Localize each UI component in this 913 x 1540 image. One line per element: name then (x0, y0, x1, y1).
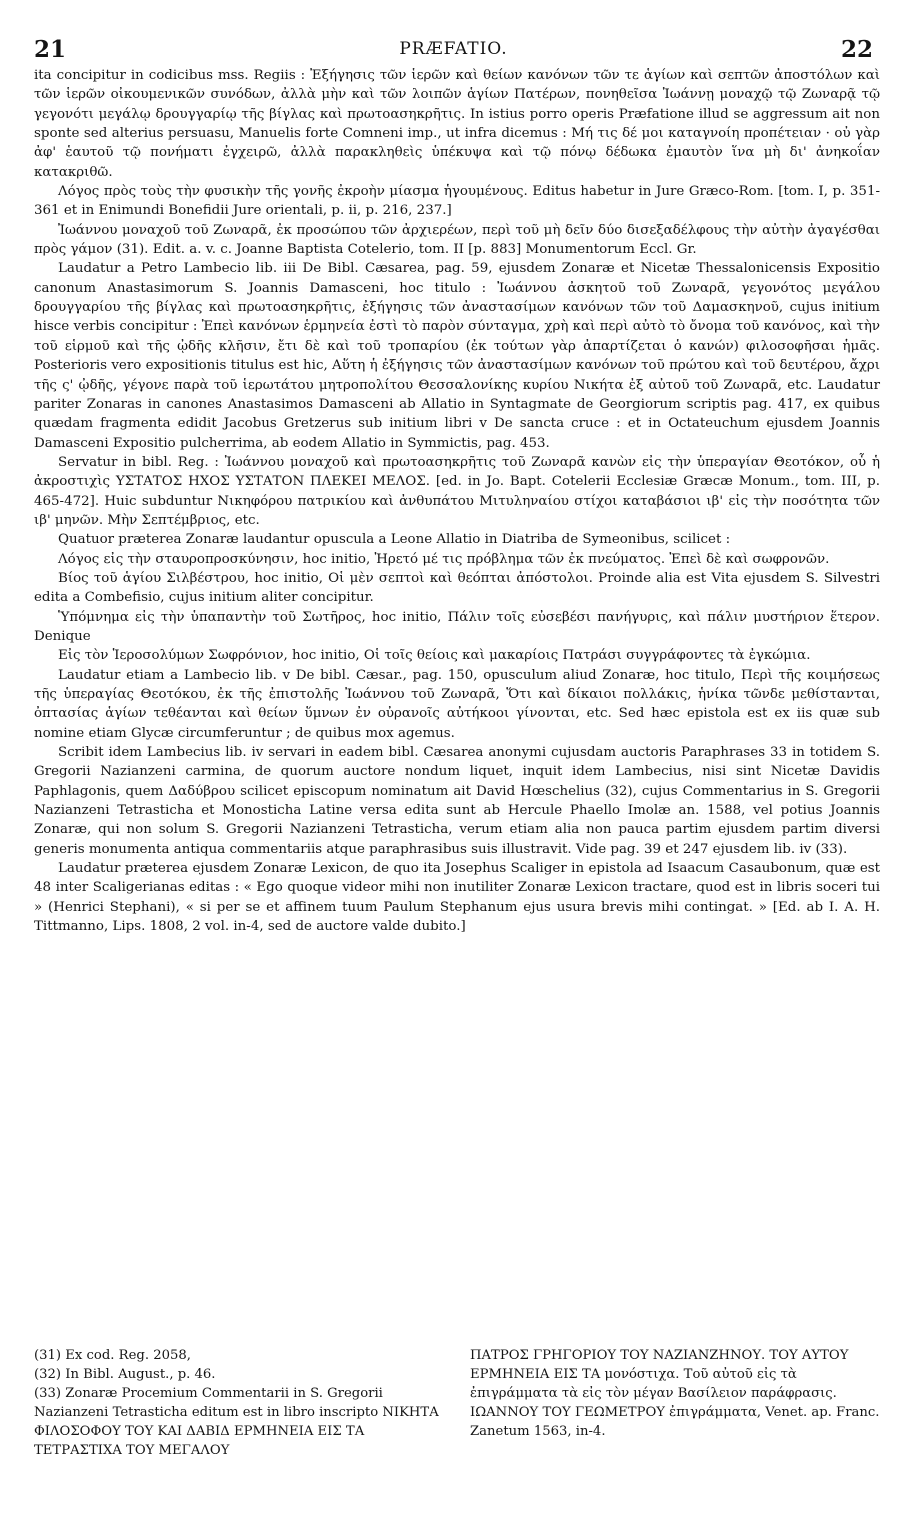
paragraph: Laudatur a Petro Lambecio lib. iii De Bibl. Cæsarea, pag. 59, ejusdem Zonaræ et Nicetæ Thessalonicensis Expositio canonum Anastasimorum S. Joannis Damasceni, hoc titulo : Ἰωάννου ἀσκητοῦ τοῦ Ζωναρᾶ, γεγονότος μεγάλου δρουγγαρίου τῆς βίγλας καὶ πρωτοασηκρῆτις, ἐξήγησις τῶν ἀναστασίμων κανόνων τῶν τοῦ Δαμασκηνοῦ, cujus initium hisce verbis concipitur : Ἐπεὶ κανόνων ἑρμηνεία ἐστὶ τὸ παρὸν σύνταγμα, χρὴ καὶ περὶ αὐτὸ τὸ ὄνομα τοῦ κανόνος, καὶ τὴν τοῦ εἱρμοῦ καὶ τῆς ᾠδῆς κλῆσιν, ἔτι δὲ καὶ τοῦ τροπαρίου (ἐκ τούτων γὰρ ἀπαρτίζεται ὁ κανών) φιλοσοφῆσαι ἡμᾶς. Posterioris vero expositionis titulus est hic, Αὕτη ἡ ἐξήγησις τῶν ἀναστασίμων κανόνων τοῦ πρώτου καὶ τοῦ δευτέρου, ἄχρι τῆς ς' ᾠδῆς, γέγονε παρὰ τοῦ ἱερωτάτου μητροπολίτου Θεσσαλονίκης κυρίου Νικήτα ἐξ αὐτοῦ τοῦ Ζωναρᾶ, etc. Laudatur pariter Zonaras in canones Anastasimos Damasceni ab Allatio in Syntagmate de Georgiorum scriptis pag. 417, ex quibus quædam fragmenta edidit Jacobus Gretzerus sub initium libri v De sancta cruce : et in Octateuchum ejusdem Joannis Damasceni Expositio pulcherrima, ab eodem Allatio in Symmictis, pag. 453. (34, 261, 880, 451)
paragraph: Λόγος πρὸς τοὺς τὴν φυσικὴν τῆς γονῆς ἐκροὴν μίασμα ἡγουμένους. Editus habetur in Jure Græco-Rom. [tom. I, p. 351-361 et in Enimundi Bonefidii Jure orientali, p. ii, p. 216, 237.] (34, 184, 880, 219)
paragraph: ita concipitur in codicibus mss. Regiis : Ἐξήγησις τῶν ἱερῶν καὶ θείων κανόνων τῶν τε ἁγίων καὶ σεπτῶν ἀποστόλων καὶ τῶν ἱερῶν οἰκουμενικῶν συνόδων, ἀλλὰ μὴν καὶ τῶν λοιπῶν ἁγίων Πατέρων, πονηθεῖσα Ἰωάννῃ μοναχῷ τῷ Ζωναρᾷ τῷ γεγονότι μεγάλῳ δρουγγαρίῳ τῆς βίγλας καὶ πρωτοασηκρῆτις. In istius porro operis Præfatione illud se aggressum ait non sponte sed alterius persuasu, Manuelis forte Comneni imp., ut infra dicemus : Μή τις δέ μοι καταγνοίη προπέτειαν · οὐ γὰρ ἀφ' ἑαυτοῦ τῷ πονήματι ἐγχειρῶ, ἀλλὰ παρακληθεὶς ὑπέκυψα καὶ τῷ πόνῳ δέδωκα ἐμαυτὸν ἵνα μὴ δι' ἀνηκοΐαν κατακριθῶ. (34, 68, 880, 180)
footnote: (32) In Bibl. August., p. 46. (34, 1367, 216, 1382)
paragraph: Βίος τοῦ ἁγίου Σιλβέστρου, hoc initio, Οἱ μὲν σεπτοὶ καὶ θεόπται ἀπόστολοι. Proinde alia est Vita ejusdem S. Silvestri edita a Combefisio, cujus initium aliter concipitur. (34, 570, 880, 606)
footnote: ΠΑΤΡΟΣ ΓΡΗΓΟΡΙΟΥ ΤΟΥ ΝΑΖΙΑΝΖΗΝΟΥ. ΤΟΥ ΑΥΤΟΥ ΕΡΜΗΝΕΙΑ ΕΙΣ ΤΑ μονόστιχα. Τοῦ αὐτοῦ εἰς τὰ ἐπιγράμματα τὰ εἰς τὸν μέγαν Βασίλειον παράφρασις. ΙΩΑΝΝΟΥ ΤΟΥ ΓΕΩΜΕΤΡΟΥ ἐπιγράμματα, Venet. ap. Franc. Zanetum 1563, in-4. (470, 1348, 880, 1439)
footnote: (31) Ex cod. Reg. 2058, (34, 1348, 191, 1363)
paragraph: Λόγος εἰς τὴν σταυροπροσκύνησιν, hoc initio, Ἠρετό μέ τις πρόβλημα τῶν ἐκ πνεύματος. Ἐπεὶ δὲ καὶ σωφρονῶν. (58, 551, 830, 567)
main-text (34, 66, 880, 936)
paragraph: Laudatur etiam a Lambecio lib. v De bibl. Cæsar., pag. 150, opusculum aliud Zonaræ, hoc titulo, Περὶ τῆς κοιμήσεως τῆς ὑπεραγίας Θεοτόκου, ἐκ τῆς ἐπιστολῆς Ἰωάννου τοῦ Ζωναρᾶ, Ὅτι καὶ δίκαιοι πολλάκις, ἡνίκα τῶνδε μεθίστανται, ὀπτασίας ἁγίων τεθέανται καὶ θείων ὕμνων ἐν οὐρανοῖς αὐτήκοοι γίνονται, etc. Sed hæc epistola est ex iis quæ sub nomine etiam Glycæ circumferuntur ; de quibus mox agemus. (34, 667, 880, 741)
right-page-number: 22 (840, 36, 873, 63)
left-page-number: 21 (34, 36, 67, 63)
paragraph: Laudatur præterea ejusdem Zonaræ Lexicon, de quo ita Josephus Scaliger in epistola ad Isaacum Casaubonum, quæ est 48 inter Scaligerianas editas : « Ego quoque videor mihi non inutiliter Zonaræ Lexicon tractare, quod est in libris soceri tui » (Henrici Stephani), « si per se et affinem tuum Paulum Stephanum ejus usura brevis mihi contingat. » [Ed. ab I. A. H. Tittmanno, Lips. 1808, 2 vol. in-4, sed de auctore valde dubito.] (34, 861, 880, 935)
running-title: PRÆFATIO. (399, 39, 508, 59)
page-header (34, 36, 873, 66)
footnote: (33) Zonaræ Procemium Commentarii in S. Gregorii Nazianzeni Tetrasticha editum est in libro inscripto ΝΙΚΗΤΑ ΦΙΛΟΣΟΦΟΥ ΤΟΥ ΚΑΙ ΔΑΒΙΔ ΕΡΜΗΝΕΙΑ ΕΙΣ ΤΑ ΤΕΤΡΑΣΤΙΧΑ ΤΟΥ ΜΕΓΑΛΟΥ (34, 1386, 439, 1458)
paragraph: Εἰς τὸν Ἱεροσολύμων Σωφρόνιον, hoc initio, Οἱ τοῖς θείοις καὶ μακαρίοις Πατράσι συγγράφοντες τὰ ἐγκώμια. (58, 648, 811, 664)
paragraph: Servatur in bibl. Reg. : Ἰωάννου μοναχοῦ καὶ πρωτοασηκρῆτις τοῦ Ζωναρᾶ κανὼν εἰς τὴν ὑπεραγίαν Θεοτόκον, οὗ ἡ ἀκροστιχὶς ΥΣΤΑΤΟΣ ΗΧΟΣ ΥΣΤΑΤΟΝ ΠΛΕΚΕΙ ΜΕΛΟΣ. [ed. in Jo. Bapt. Cotelerii Ecclesiæ Græcæ Monum., tom. III, p. 465-472]. Huic subduntur Νικηφόρου πατρικίου καὶ ἀνθυπάτου Μιτυληναίου στίχοι καταβάσιοι ιβ' εἰς τὴν ποσότητα τῶν ιβ' μηνῶν. Μὴν Σεπτέμβριος, etc. (34, 454, 880, 528)
paragraph: Quatuor præterea Zonaræ laudantur opuscula a Leone Allatio in Diatriba de Symeonibus, scilicet : (58, 532, 731, 548)
footnotes-left-column (34, 1346, 444, 1460)
paragraph: Ἰωάννου μοναχοῦ τοῦ Ζωναρᾶ, ἐκ προσώπου τῶν ἀρχιερέων, περὶ τοῦ μὴ δεῖν δύο δισεξαδέλφους τὴν αὐτὴν ἀγαγέσθαι πρὸς γάμον (31). Edit. a. v. c. Joanne Baptista Cotelerio, tom. II [p. 883] Monumentorum Eccl. Gr. (34, 222, 880, 258)
footnotes-right-column (470, 1346, 880, 1441)
paragraph: Ὑπόμνημα εἰς τὴν ὑπαπαντὴν τοῦ Σωτῆρος, hoc initio, Πάλιν τοῖς εὐσεβέσι πανήγυρις, καὶ πάλιν μυστήριον ἕτερον. Denique (34, 609, 880, 644)
paragraph: Scribit idem Lambecius lib. iv servari in eadem bibl. Cæsarea anonymi cujusdam auctoris Paraphrases 33 in totidem S. Gregorii Nazianzeni carmina, de quorum auctore nondum liquet, inquit idem Lambecius, nisi sint Nicetæ Davidis Paphlagonis, quem Δαδύβρου scilicet episcopum nominatum ait David Hœschelius (32), cujus Commentarius in S. Gregorii Nazianzeni Tetrasticha et Monosticha Latine versa edita sunt ab Hercule Phaello Imolæ an. 1588, vel potius Joannis Zonaræ, qui non solum S. Gregorii Nazianzeni Tetrasticha, verum etiam alia non pauca partim ejusdem partim diversi generis monumenta antiqua commentariis atque paraphrasibus suis illustravit. Vide pag. 39 et 247 ejusdem lib. iv (33). (34, 745, 880, 857)
